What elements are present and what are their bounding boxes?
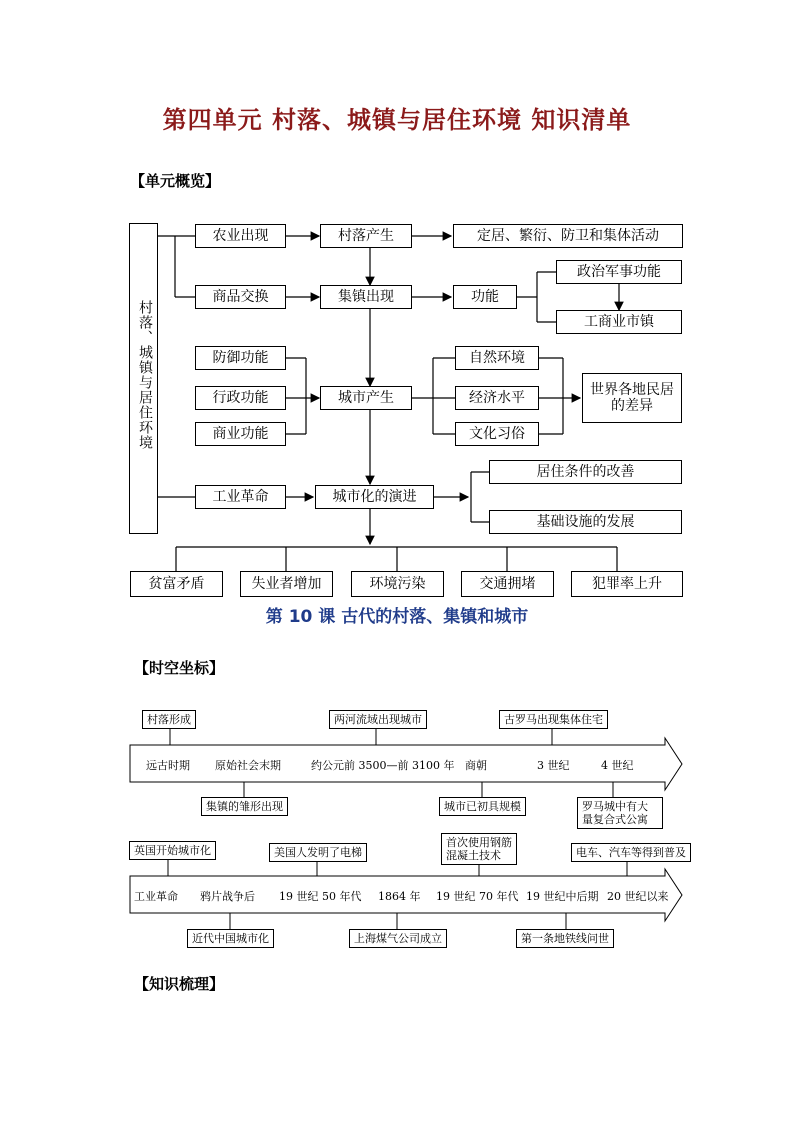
tl2-bottom-event-2: 第一条地铁线问世 xyxy=(516,929,614,948)
tl2-bottom-event-1: 上海煤气公司成立 xyxy=(349,929,447,948)
section-timeline: 【时空坐标】 xyxy=(134,659,225,677)
node-business: 商业功能 xyxy=(195,422,286,446)
node-admin: 行政功能 xyxy=(195,386,286,410)
tl2-label-3: 1864 年 xyxy=(378,890,421,903)
tl2-label-6: 20 世纪以来 xyxy=(607,890,669,903)
tl1-bottom-event-1: 城市已初具规模 xyxy=(439,797,526,816)
node-func: 功能 xyxy=(453,285,517,309)
node-village: 村落产生 xyxy=(320,224,412,248)
tl2-label-1: 鸦片战争后 xyxy=(200,890,255,903)
tl1-top-event-2: 古罗马出现集体住宅 xyxy=(499,710,608,729)
node-nature: 自然环境 xyxy=(455,346,539,370)
tl1-label-2: 约公元前 3500—前 3100 年 xyxy=(311,759,455,772)
tl1-top-event-1: 两河流域出现城市 xyxy=(329,710,427,729)
tl2-label-4: 19 世纪 70 年代 xyxy=(436,890,519,903)
flowchart-left-label: 村落、城镇与居住环境 xyxy=(137,300,153,450)
section-knowledge: 【知识梳理】 xyxy=(134,975,225,993)
tl1-label-1: 原始社会末期 xyxy=(215,759,281,772)
tl2-top-event-1: 美国人发明了电梯 xyxy=(269,843,367,862)
node-dwelling: 世界各地民居的差异 xyxy=(582,373,682,423)
node-traffic: 交通拥堵 xyxy=(461,571,554,597)
node-polmil: 政治军事功能 xyxy=(556,260,682,284)
tl1-bottom-event-2: 罗马城中有大量复合式公寓 xyxy=(577,797,663,829)
tl1-label-3: 商朝 xyxy=(465,759,487,772)
node-unemployment: 失业者增加 xyxy=(240,571,333,597)
node-pollution: 环境污染 xyxy=(351,571,444,597)
node-town: 集镇出现 xyxy=(320,285,412,309)
tl2-bottom-event-0: 近代中国城市化 xyxy=(187,929,274,948)
tl2-label-2: 19 世纪 50 年代 xyxy=(279,890,362,903)
tl2-label-5: 19 世纪中后期 xyxy=(526,890,599,903)
node-industrial: 工业革命 xyxy=(195,485,286,509)
tl1-top-event-0: 村落形成 xyxy=(142,710,196,729)
node-urbanization: 城市化的演进 xyxy=(315,485,434,509)
tl1-label-0: 远古时期 xyxy=(146,759,190,772)
node-agri: 农业出现 xyxy=(195,224,286,248)
lesson-title: 第 10 课 古代的村落、集镇和城市 xyxy=(265,607,529,627)
node-trade: 商品交换 xyxy=(195,285,286,309)
node-crime: 犯罪率上升 xyxy=(571,571,683,597)
tl2-top-event-3: 电车、汽车等得到普及 xyxy=(571,843,691,862)
node-poverty: 贫富矛盾 xyxy=(130,571,223,597)
node-settle: 定居、繁衍、防卫和集体活动 xyxy=(453,224,683,248)
tl2-top-event-2: 首次使用钢筋混凝土技术 xyxy=(441,833,517,865)
node-infra: 基础设施的发展 xyxy=(489,510,682,534)
node-culture: 文化习俗 xyxy=(455,422,539,446)
node-living: 居住条件的改善 xyxy=(489,460,682,484)
tl2-label-0: 工业革命 xyxy=(134,890,178,903)
tl1-label-4: 3 世纪 xyxy=(537,759,570,772)
node-city: 城市产生 xyxy=(320,386,412,410)
node-economy: 经济水平 xyxy=(455,386,539,410)
node-commerce-town: 工商业市镇 xyxy=(556,310,682,334)
tl2-top-event-0: 英国开始城市化 xyxy=(129,841,216,860)
tl1-bottom-event-0: 集镇的雏形出现 xyxy=(201,797,288,816)
page-title: 第四单元 村落、城镇与居住环境 知识清单 xyxy=(162,106,632,134)
tl1-label-5: 4 世纪 xyxy=(601,759,634,772)
node-defense: 防御功能 xyxy=(195,346,286,370)
section-overview: 【单元概览】 xyxy=(130,172,221,190)
